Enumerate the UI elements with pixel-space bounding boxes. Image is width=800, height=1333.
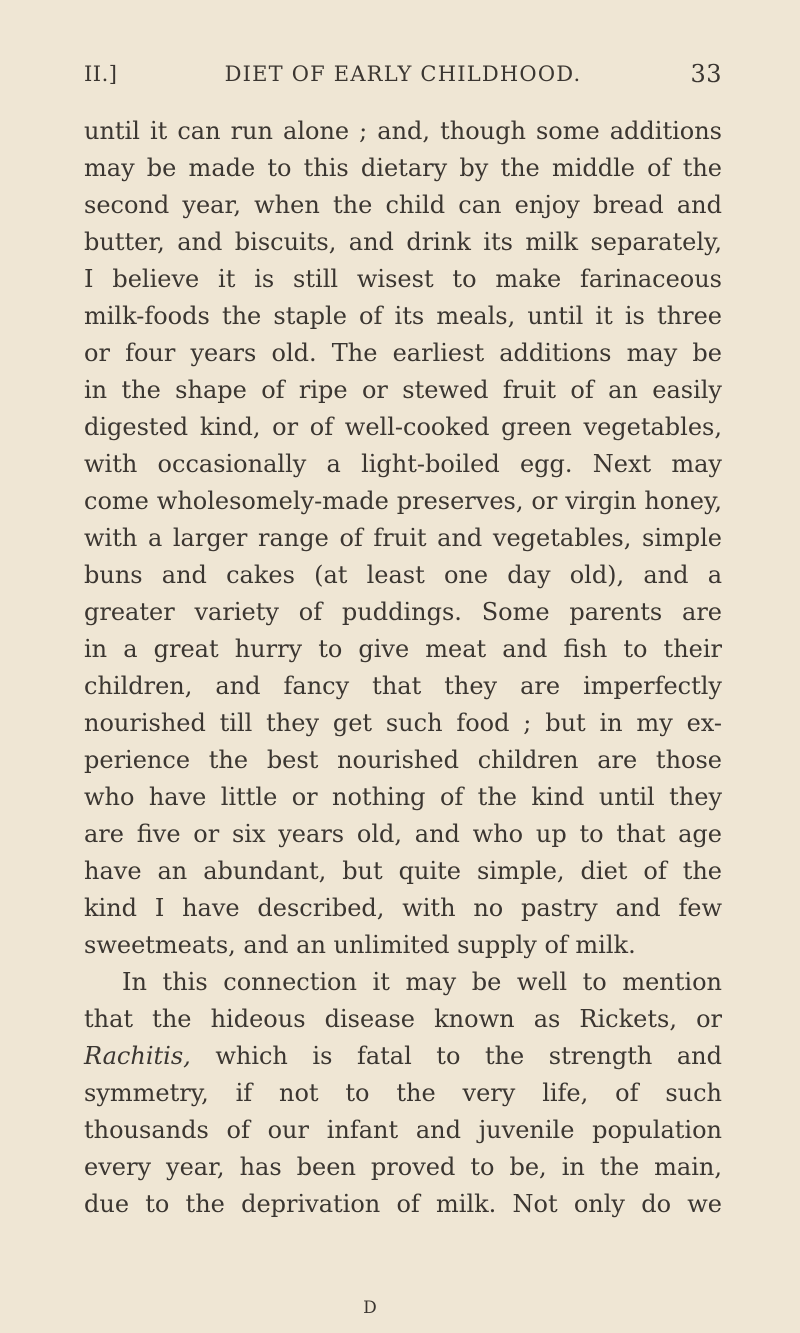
running-head	[84, 62, 722, 96]
text-line: in a great hurry to give meat and fish to their	[84, 635, 722, 663]
text-line: or four years old. The earliest additions may be	[84, 339, 722, 367]
text-line: until it can run alone ; and, though some additions	[84, 117, 722, 145]
text-line: I believe it is still wisest to make farinaceous	[84, 265, 722, 293]
text-line: who have little or nothing of the kind until they	[84, 783, 722, 811]
text-line: have an abundant, but quite simple, diet of the	[84, 857, 722, 885]
text-line: perience the best nourished children are those	[84, 746, 722, 774]
text-line: symmetry, if not to the very life, of such	[84, 1079, 722, 1107]
text-line: every year, has been proved to be, in the main,	[84, 1153, 722, 1181]
text-line: greater variety of puddings. Some parents are	[84, 598, 722, 626]
text-line-mixed	[84, 1038, 722, 1075]
text-line: butter, and biscuits, and drink its milk separately,	[84, 228, 722, 256]
chapter-marker: II.]	[84, 62, 118, 86]
text-line: digested kind, or of well-cooked green vegetables,	[84, 413, 722, 441]
text-fragment: which is fatal to the strength and	[190, 1042, 722, 1070]
page-number: 33	[690, 60, 722, 88]
text-line: buns and cakes (at least one day old), and a	[84, 561, 722, 589]
signature-letter: D	[363, 1298, 377, 1318]
text-line: with a larger range of fruit and vegetables, simple	[84, 524, 722, 552]
body-text	[84, 113, 722, 1223]
text-line: in the shape of ripe or stewed fruit of an easily	[84, 376, 722, 404]
signature-mark	[0, 1298, 800, 1318]
text-line: come wholesomely-made preserves, or virgin honey,	[84, 487, 722, 515]
text-line-paragraph-end: sweetmeats, and an unlimited supply of milk.	[84, 931, 636, 959]
running-title: DIET OF EARLY CHILDHOOD.	[224, 62, 582, 86]
text-line: with occasionally a light-boiled egg. Next may	[84, 450, 722, 478]
text-line: kind I have described, with no pastry and few	[84, 894, 722, 922]
text-line: second year, when the child can enjoy bread and	[84, 191, 722, 219]
text-line: nourished till they get such food ; but in my ex-	[84, 709, 722, 737]
italic-term: Rachitis,	[84, 1042, 191, 1070]
text-line: may be made to this dietary by the middle of the	[84, 154, 722, 182]
text-line: due to the deprivation of milk. Not only do we	[84, 1190, 722, 1218]
text-line: are five or six years old, and who up to that age	[84, 820, 722, 848]
text-line-paragraph-start: In this connection it may be well to mention	[122, 968, 722, 996]
text-line: that the hideous disease known as Rickets, or	[84, 1005, 722, 1033]
text-line: milk-foods the staple of its meals, until it is three	[84, 302, 722, 330]
text-line: thousands of our infant and juvenile population	[84, 1116, 722, 1144]
text-line: children, and fancy that they are imperfectly	[84, 672, 722, 700]
